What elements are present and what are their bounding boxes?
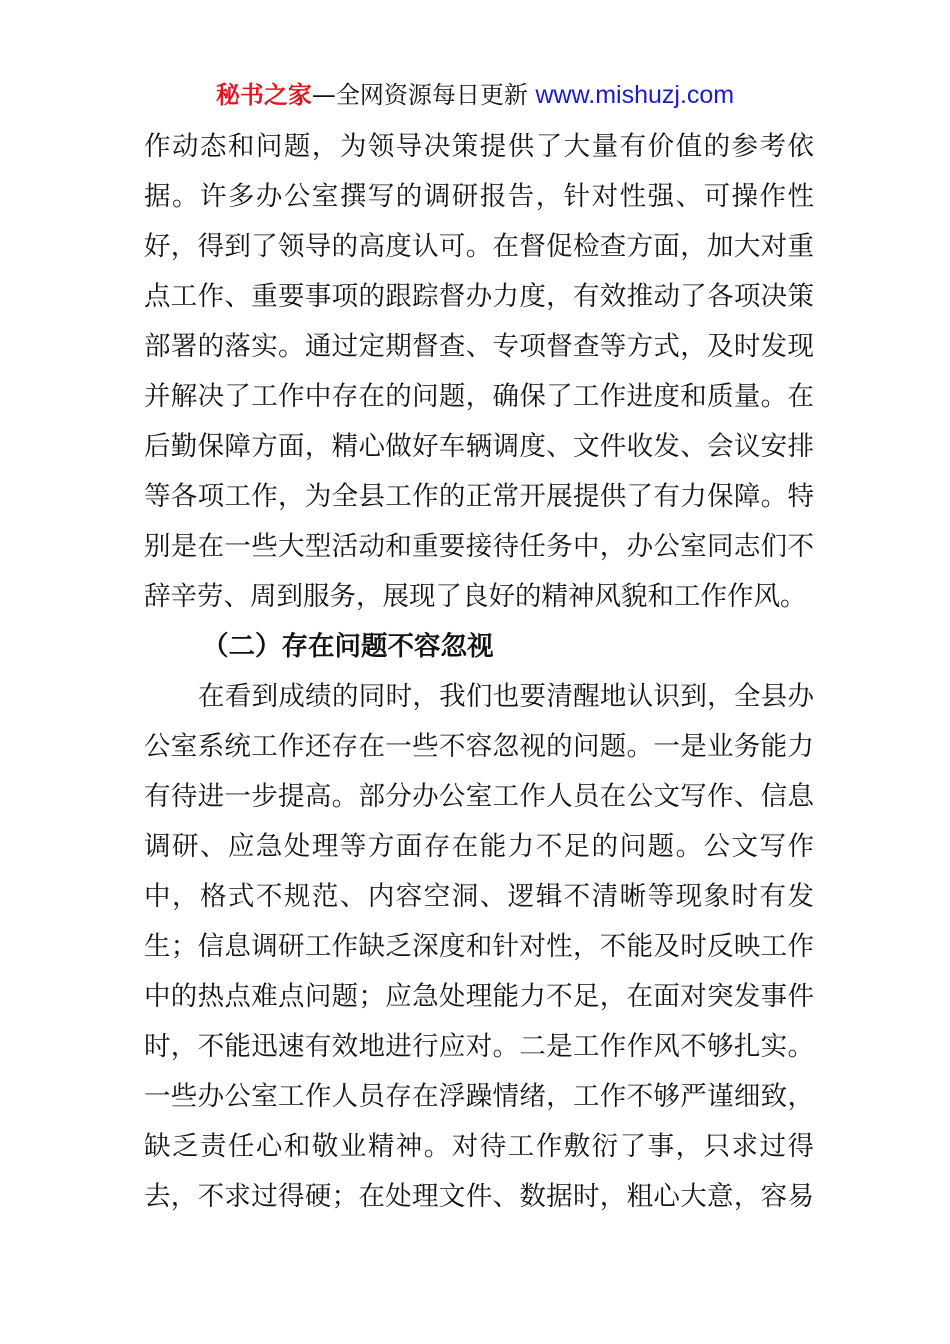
document-body [144,122,814,1222]
text-line: 缺乏责任心和敬业精神。对待工作敷衍了事，只求过得 [144,1131,814,1162]
text-line: 有待进一步提高。部分办公室工作人员在公文写作、信息 [144,781,814,812]
section-heading: （二）存在问题不容忽视 [202,631,494,662]
brand-name: 秘书之家 [215,81,312,109]
text-line: 并解决了工作中存在的问题，确保了工作进度和质量。在 [144,381,814,412]
text-line: 辞辛劳、周到服务，展现了良好的精神风貌和工作作风。 [144,581,807,612]
text-line: 部署的落实。通过定期督查、专项督查等方式，及时发现 [144,331,814,362]
text-line: 去，不求过得硬；在处理文件、数据时，粗心大意，容易 [144,1181,814,1212]
header-slogan: —全网资源每日更新 [311,81,536,109]
text-line: 中，格式不规范、内容空洞、逻辑不清晰等现象时有发 [144,881,814,912]
website-url[interactable]: www.mishuzj.com [535,81,735,109]
text-line: 作动态和问题，为领导决策提供了大量有价值的参考依 [144,131,814,162]
text-line: 公室系统工作还存在一些不容忽视的问题。一是业务能力 [144,731,814,762]
text-line: 好，得到了领导的高度认可。在督促检查方面，加大对重 [144,231,814,262]
text-line: 调研、应急处理等方面存在能力不足的问题。公文写作 [144,831,814,862]
page-header [0,78,950,112]
text-line: 后勤保障方面，精心做好车辆调度、文件收发、会议安排 [144,431,814,462]
text-line: 中的热点难点问题；应急处理能力不足，在面对突发事件 [144,981,814,1012]
text-line: 在看到成绩的同时，我们也要清醒地认识到，全县办 [198,681,814,712]
text-line: 生；信息调研工作缺乏深度和针对性，不能及时反映工作 [144,931,814,962]
text-line: 别是在一些大型活动和重要接待任务中，办公室同志们不 [144,531,814,562]
text-line: 据。许多办公室撰写的调研报告，针对性强、可操作性 [144,181,814,212]
text-line: 点工作、重要事项的跟踪督办力度，有效推动了各项决策 [144,281,814,312]
text-line: 一些办公室工作人员存在浮躁情绪，工作不够严谨细致， [144,1081,814,1112]
text-line: 等各项工作，为全县工作的正常开展提供了有力保障。特 [144,481,814,512]
text-line: 时，不能迅速有效地进行应对。二是工作作风不够扎实。 [144,1031,814,1062]
